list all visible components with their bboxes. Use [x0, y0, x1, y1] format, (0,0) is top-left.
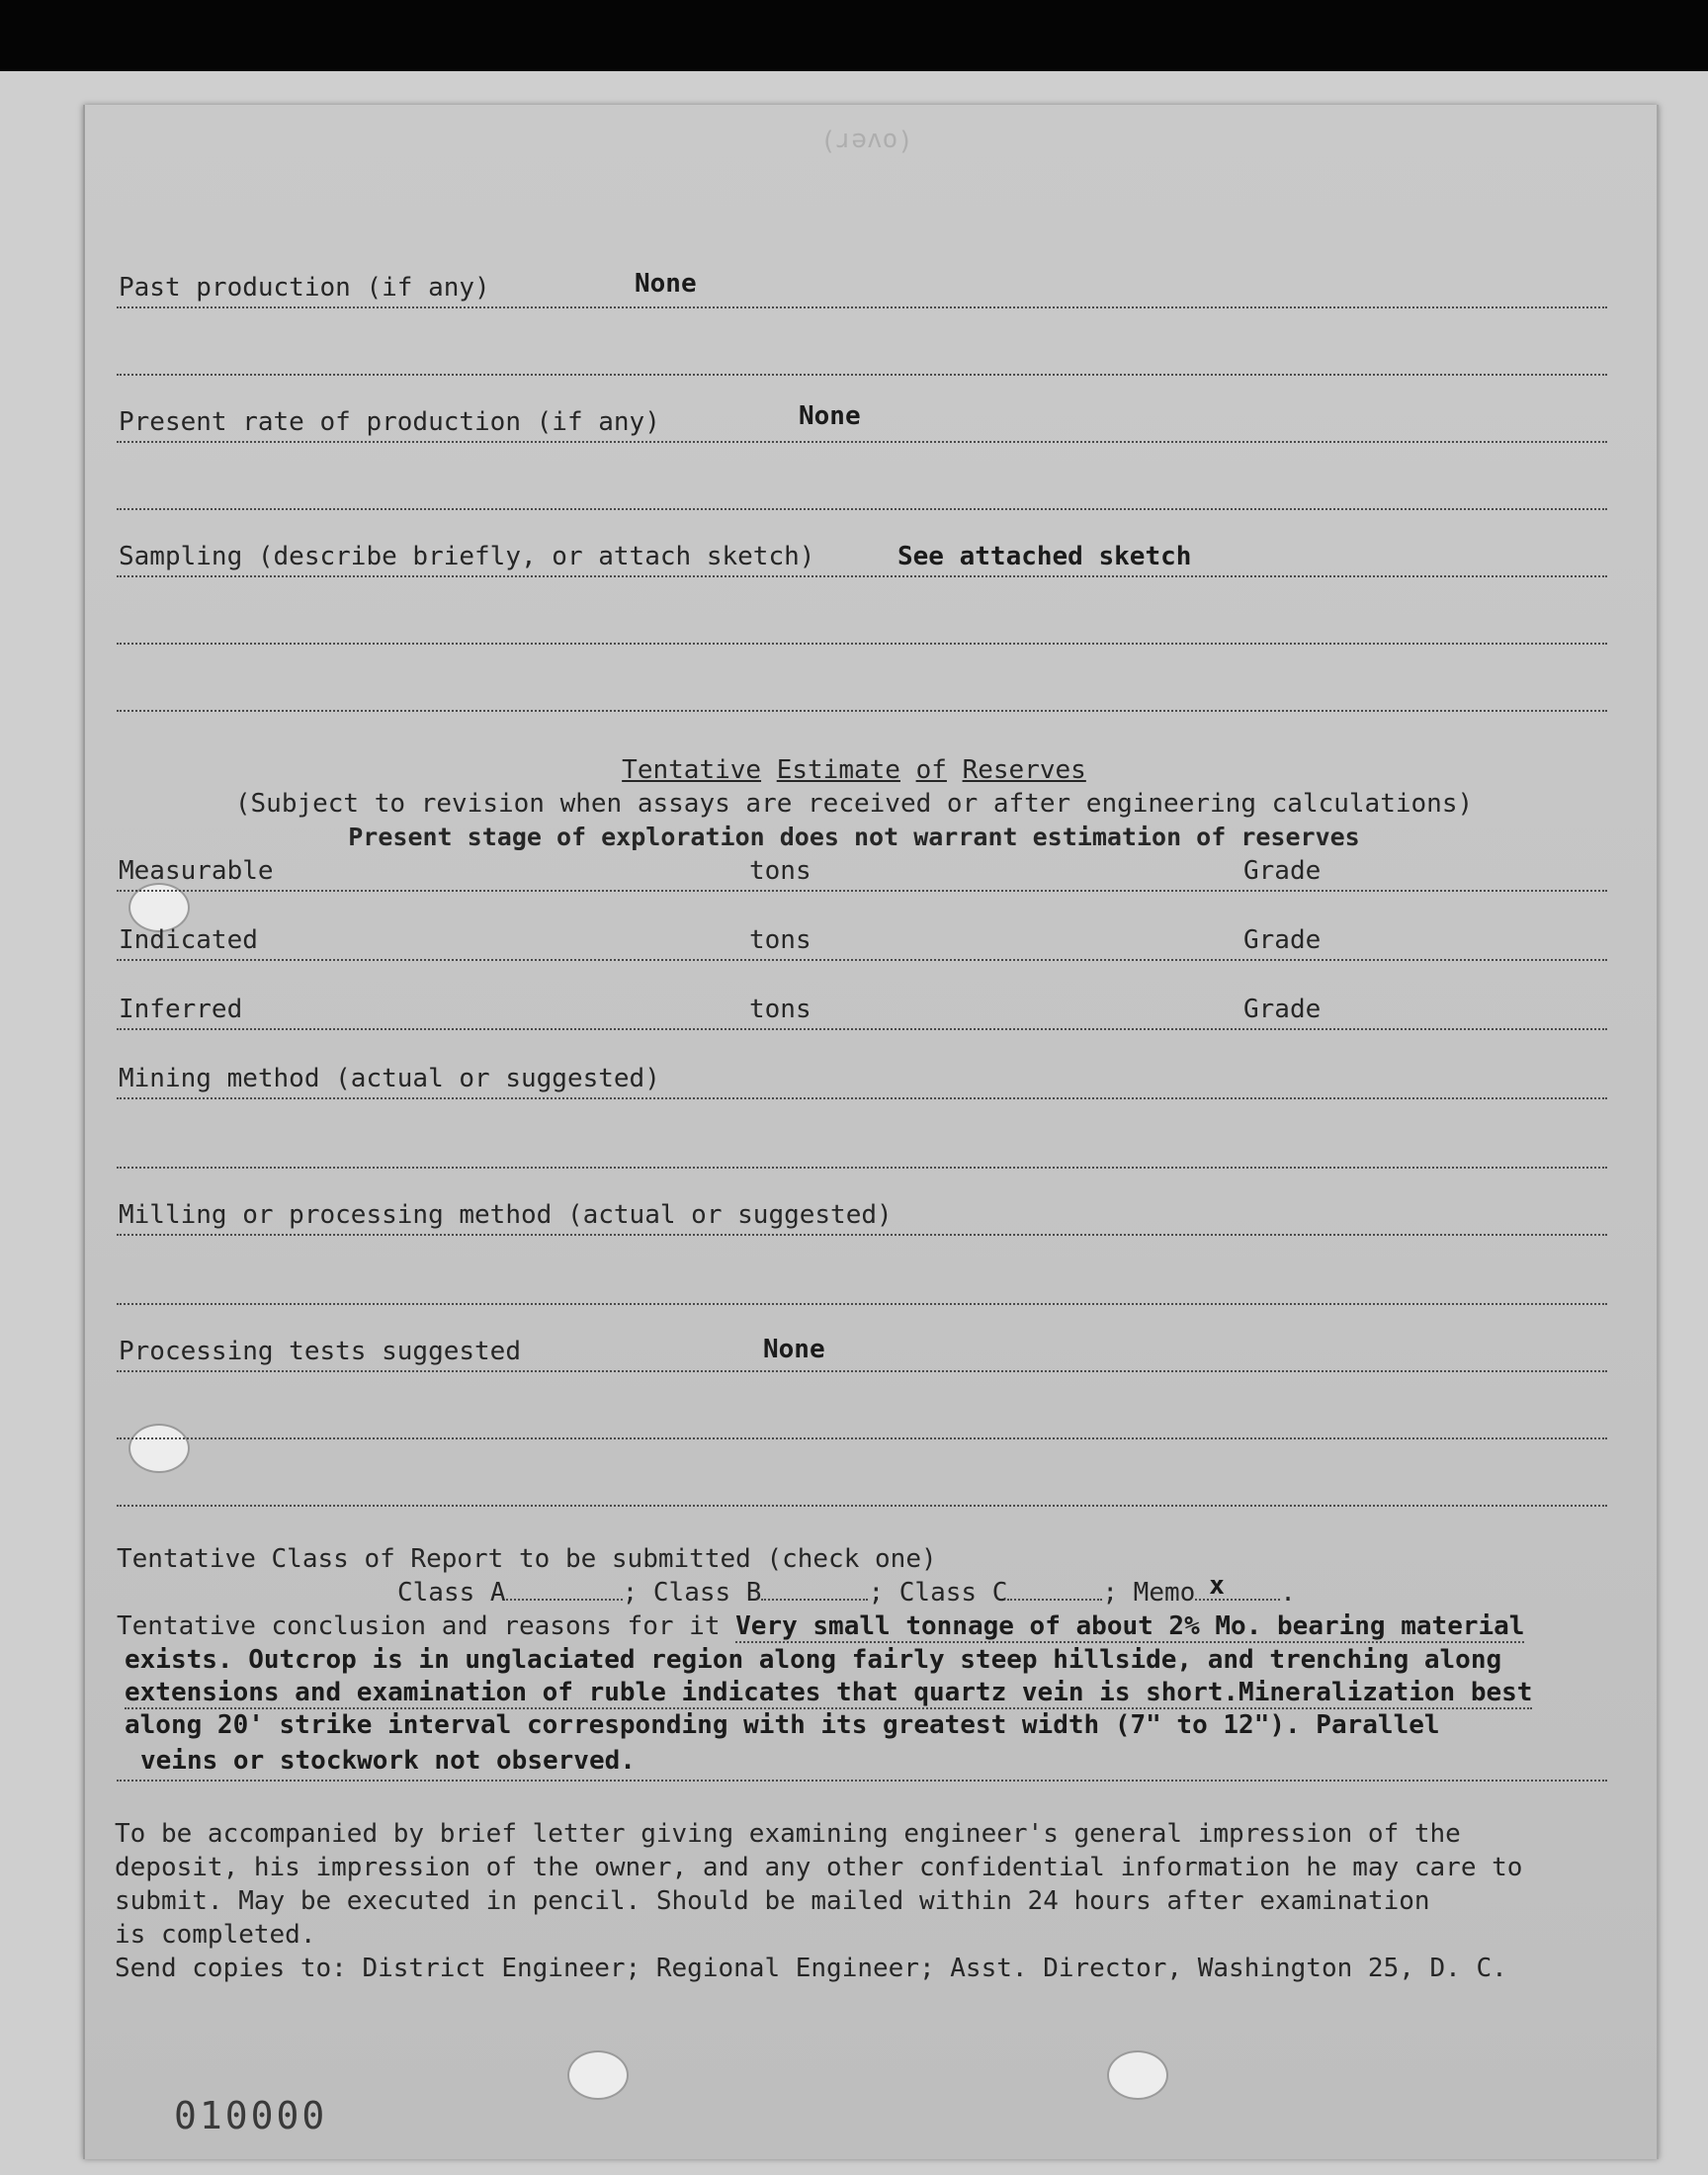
sampling-label: Sampling (describe briefly, or attach sketch) [119, 542, 815, 571]
class-c-option[interactable]: Class C ; [898, 1578, 1134, 1608]
memo-check-mark: x [1209, 1571, 1225, 1601]
conclusion-text-1[interactable]: Very small tonnage of about 2% Mo. bearing material [735, 1611, 1525, 1641]
send-copies-line: Send copies to: District Engineer; Regional Engineer; Asst. Director, Washington 25, D. C. [115, 1954, 1507, 1983]
memo-option[interactable]: Memo x . [1133, 1571, 1296, 1608]
inferred-grade-label: Grade [1243, 995, 1322, 1024]
punch-hole-bottom-right [1107, 2050, 1168, 2100]
reserves-row-indicated [117, 919, 1607, 961]
class-a-option[interactable]: Class A ; [397, 1578, 653, 1608]
instructions-line-2: deposit, his impression of the owner, and any other confidential information he may care to [115, 1853, 1523, 1882]
reserves-row-measurable [117, 850, 1607, 892]
conclusion-text-5[interactable]: veins or stockwork not observed. [140, 1746, 636, 1776]
milling-method-line [117, 1194, 1607, 1236]
report-class-label: Tentative Class of Report to be submitted (check one) [117, 1544, 937, 1574]
blank-line [117, 1263, 1607, 1305]
present-rate-value[interactable]: None [799, 401, 861, 431]
past-production-label: Past production (if any) [119, 273, 490, 303]
conclusion-text-2[interactable]: exists. Outcrop is in unglaciated region along fairly steep hillside, and trenching along [125, 1645, 1502, 1675]
processing-tests-line [117, 1331, 1607, 1372]
past-production-line [117, 267, 1607, 308]
blank-line [117, 1127, 1607, 1169]
class-b-option[interactable]: Class B ; [652, 1578, 899, 1608]
document-number-stamp: 010000 [174, 2094, 328, 2137]
sampling-line [117, 536, 1607, 577]
conclusion-text-3[interactable]: extensions and examination of ruble indicates that quartz vein is short.Mineralization best [125, 1678, 1533, 1707]
reserves-note[interactable]: Present stage of exploration does not warrant estimation of reserves [348, 823, 1360, 851]
report-class-options [397, 1571, 1296, 1608]
sampling-value[interactable]: See attached sketch [897, 542, 1192, 571]
bleed-through-top: (over) [820, 127, 913, 156]
present-rate-line [117, 401, 1607, 443]
blank-line [117, 603, 1607, 645]
conclusion-line-1 [117, 1611, 1639, 1641]
indicated-label: Indicated [119, 925, 258, 955]
reserves-heading: Tentative Estimate of Reserves [622, 755, 1086, 785]
indicated-grade-label: Grade [1243, 925, 1322, 955]
measurable-tons-label: tons [749, 856, 811, 886]
conclusion-last-line [117, 1740, 1607, 1782]
conclusion-text-4[interactable]: along 20' strike interval corresponding with its greatest width (7" to 12"). Parallel [125, 1710, 1440, 1740]
processing-tests-label: Processing tests suggested [119, 1337, 521, 1366]
present-rate-label: Present rate of production (if any) [119, 407, 660, 437]
measurable-label: Measurable [119, 856, 274, 886]
processing-tests-value[interactable]: None [763, 1335, 825, 1364]
indicated-tons-label: tons [749, 925, 811, 955]
blank-line [117, 334, 1607, 376]
scanner-top-bar [0, 0, 1708, 71]
blank-line [117, 670, 1607, 712]
instructions-line-4: is completed. [115, 1920, 316, 1950]
inferred-tons-label: tons [749, 995, 811, 1024]
reserves-subtitle: (Subject to revision when assays are received or after engineering calculations) [234, 789, 1474, 819]
blank-line [117, 1398, 1607, 1439]
mining-method-line [117, 1058, 1607, 1099]
instructions-line-3: submit. May be executed in pencil. Should be mailed within 24 hours after examination [115, 1886, 1430, 1916]
blank-line [117, 1465, 1607, 1507]
milling-method-label: Milling or processing method (actual or suggested) [119, 1200, 893, 1230]
inferred-label: Inferred [119, 995, 243, 1024]
blank-line [117, 469, 1607, 510]
punch-hole-bottom-left [567, 2050, 629, 2100]
conclusion-label: Tentative conclusion and reasons for it [117, 1611, 721, 1641]
past-production-value[interactable]: None [635, 269, 697, 299]
instructions-line-1: To be accompanied by brief letter giving examining engineer's general impression of the [115, 1819, 1461, 1849]
mining-method-label: Mining method (actual or suggested) [119, 1064, 660, 1093]
reserves-row-inferred [117, 989, 1607, 1030]
measurable-grade-label: Grade [1243, 856, 1322, 886]
